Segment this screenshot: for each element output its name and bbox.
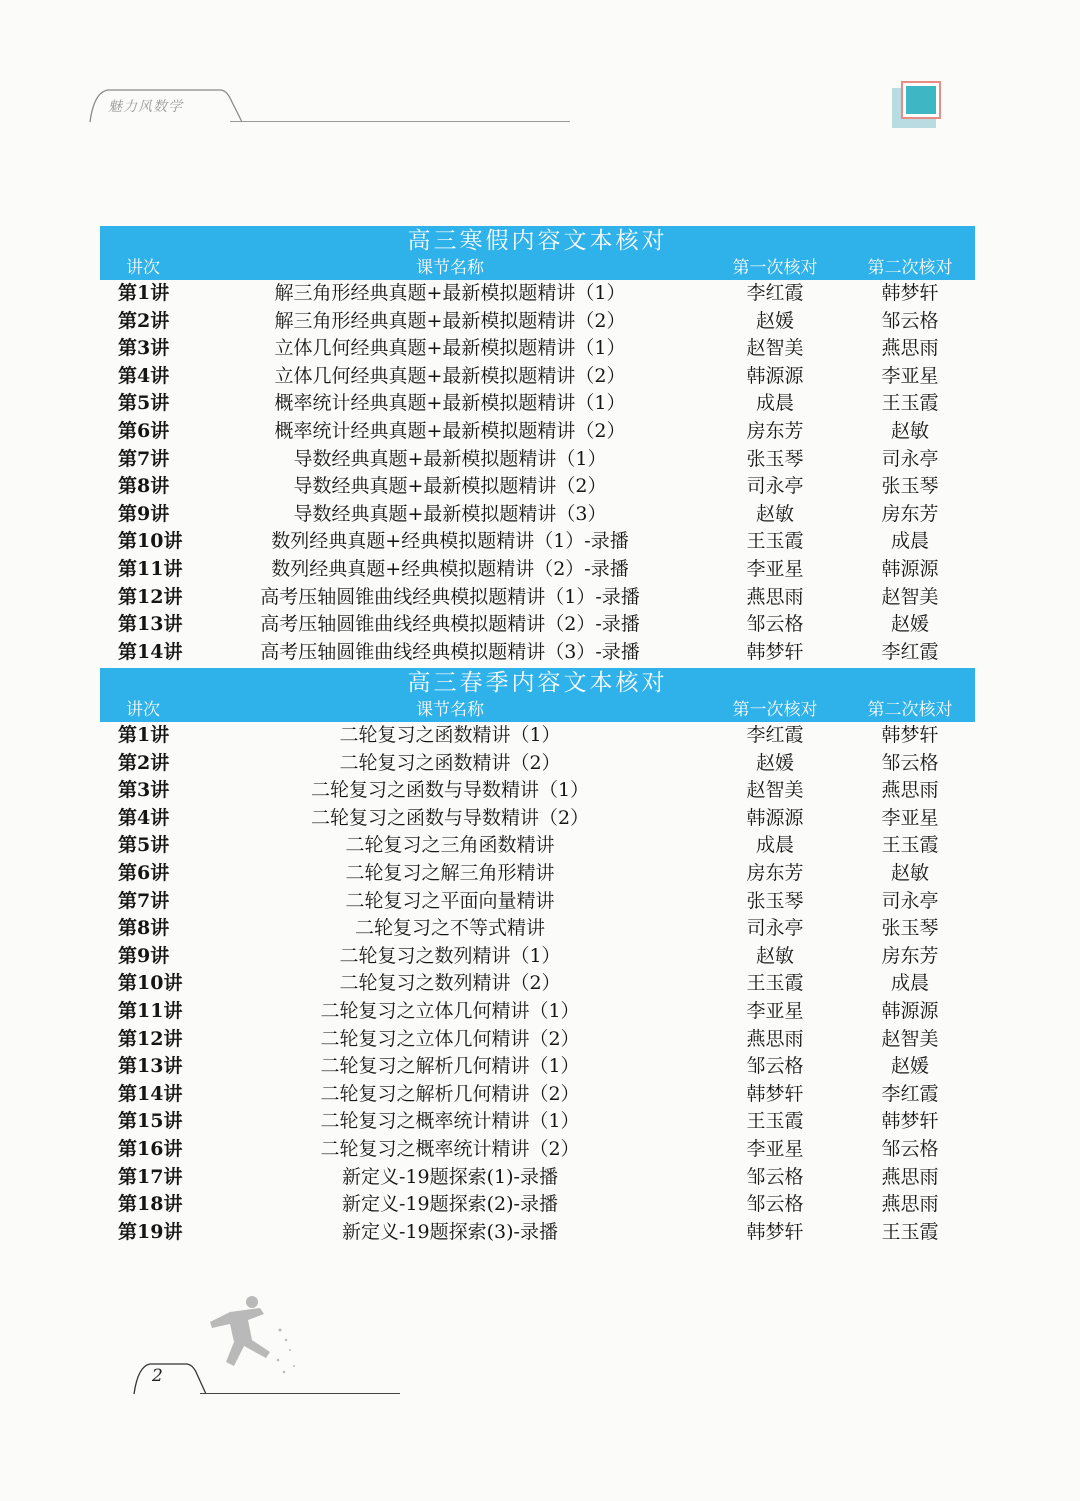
table-row [100, 750, 975, 778]
first-checker: 成晨 [755, 834, 794, 857]
first-checker: 王玉霞 [746, 530, 804, 553]
header-rule [230, 121, 570, 122]
second-checker: 赵敏 [890, 861, 929, 884]
lesson-name: 二轮复习之不等式精讲 [354, 917, 545, 940]
winter-section [100, 226, 975, 666]
section-title: 高三寒假内容文本核对 [407, 228, 668, 254]
second-checker: 李亚星 [881, 806, 939, 829]
first-checker: 李亚星 [746, 1137, 804, 1160]
second-checker: 张玉琴 [881, 917, 939, 940]
first-checker: 韩梦轩 [746, 640, 804, 663]
lesson-name: 二轮复习之解析几何精讲（1） [320, 1055, 580, 1078]
lesson-name: 二轮复习之平面向量精讲 [345, 889, 555, 912]
lecture-number: 第8讲 [118, 475, 170, 498]
lesson-name: 二轮复习之函数精讲（2） [339, 751, 561, 774]
lesson-name: 立体几何经典真题+最新模拟题精讲（2） [274, 364, 626, 387]
table-row [100, 280, 975, 308]
lesson-name: 解三角形经典真题+最新模拟题精讲（2） [274, 309, 626, 332]
column-header-row [100, 256, 975, 280]
lesson-name: 二轮复习之概率统计精讲（1） [320, 1110, 580, 1133]
second-checker: 燕思雨 [881, 779, 939, 802]
second-checker: 赵智美 [881, 1027, 939, 1050]
first-checker: 邹云格 [746, 1165, 804, 1188]
table-row [100, 528, 975, 556]
second-checker: 邹云格 [881, 751, 939, 774]
table-row [100, 832, 975, 860]
first-checker: 成晨 [755, 392, 794, 415]
second-checker: 燕思雨 [881, 1193, 939, 1216]
table-row [100, 363, 975, 391]
lesson-name: 导数经典真题+最新模拟题精讲（2） [293, 475, 607, 498]
lesson-name: 二轮复习之数列精讲（2） [339, 972, 561, 995]
first-checker: 张玉琴 [746, 447, 804, 470]
lecture-number: 第11讲 [118, 557, 183, 580]
lesson-name: 高考压轴圆锥曲线经典模拟题精讲（2）-录播 [260, 613, 640, 636]
first-checker: 赵敏 [755, 944, 794, 967]
lecture-number: 第6讲 [118, 861, 170, 884]
second-checker: 燕思雨 [881, 337, 939, 360]
first-checker: 房东芳 [746, 419, 804, 442]
lecture-number: 第9讲 [118, 502, 170, 525]
first-checker: 赵媛 [755, 309, 794, 332]
lesson-name: 导数经典真题+最新模拟题精讲（1） [293, 447, 607, 470]
lecture-number: 第10讲 [118, 530, 183, 553]
table-row [100, 888, 975, 916]
lesson-name: 概率统计经典真题+最新模拟题精讲（1） [274, 392, 626, 415]
col-first-check: 第一次核对 [732, 258, 818, 278]
lecture-number: 第2讲 [118, 751, 170, 774]
col-first-check: 第一次核对 [732, 700, 818, 720]
lecture-number: 第7讲 [118, 889, 170, 912]
table-row [100, 446, 975, 474]
lesson-name: 二轮复习之解析几何精讲（2） [320, 1082, 580, 1105]
lecture-number: 第19讲 [118, 1220, 183, 1243]
lesson-name: 立体几何经典真题+最新模拟题精讲（1） [274, 337, 626, 360]
lecture-number: 第3讲 [118, 779, 170, 802]
lesson-name: 二轮复习之函数与导数精讲（2） [310, 806, 590, 829]
lesson-name: 解三角形经典真题+最新模拟题精讲（1） [274, 282, 626, 304]
lecture-number: 第4讲 [118, 364, 170, 387]
lecture-number: 第2讲 [118, 309, 170, 332]
second-checker: 张玉琴 [881, 475, 939, 498]
lecture-number: 第5讲 [118, 834, 170, 857]
col-lecture: 讲次 [126, 700, 160, 720]
first-checker: 韩梦轩 [746, 1082, 804, 1105]
table-row [100, 970, 975, 998]
table-row [100, 943, 975, 971]
winter-rows [100, 280, 975, 666]
col-second-check: 第二次核对 [867, 258, 953, 278]
lecture-number: 第3讲 [118, 337, 170, 360]
section-header [100, 226, 975, 280]
first-checker: 赵智美 [746, 337, 804, 360]
lesson-name: 新定义-19题探索(2)-录播 [342, 1193, 558, 1216]
lecture-number: 第14讲 [118, 1082, 183, 1105]
lecture-number: 第11讲 [118, 999, 183, 1022]
table-row [100, 1026, 975, 1054]
table-row [100, 777, 975, 805]
second-checker: 王玉霞 [881, 1220, 939, 1243]
second-checker: 王玉霞 [881, 392, 939, 415]
second-checker: 李红霞 [881, 1082, 939, 1105]
second-checker: 房东芳 [881, 944, 939, 967]
table-row [100, 1219, 975, 1247]
second-checker: 韩源源 [881, 557, 939, 580]
second-checker: 司永亭 [881, 889, 939, 912]
column-header-row [100, 698, 975, 722]
first-checker: 张玉琴 [746, 889, 804, 912]
lecture-number: 第13讲 [118, 1055, 183, 1078]
lesson-name: 新定义-19题探索(3)-录播 [342, 1220, 558, 1243]
lesson-name: 高考压轴圆锥曲线经典模拟题精讲（1）-录播 [260, 585, 640, 608]
second-checker: 成晨 [890, 530, 929, 553]
second-checker: 韩梦轩 [881, 282, 939, 304]
first-checker: 李亚星 [746, 999, 804, 1022]
table-row [100, 390, 975, 418]
lecture-number: 第12讲 [118, 585, 183, 608]
table-row [100, 1108, 975, 1136]
first-checker: 李红霞 [746, 282, 804, 304]
lecture-number: 第9讲 [118, 944, 170, 967]
second-checker: 邹云格 [881, 1137, 939, 1160]
lesson-name: 二轮复习之函数精讲（1） [339, 724, 561, 746]
lesson-name: 新定义-19题探索(1)-录播 [342, 1165, 558, 1188]
first-checker: 邹云格 [746, 613, 804, 636]
lesson-name: 数列经典真题+经典模拟题精讲（2）-录播 [271, 557, 629, 580]
footer-rule [200, 1393, 400, 1394]
table-row [100, 611, 975, 639]
lecture-number: 第14讲 [118, 640, 183, 663]
first-checker: 司永亭 [746, 917, 804, 940]
second-checker: 李红霞 [881, 640, 939, 663]
first-checker: 韩源源 [746, 806, 804, 829]
second-checker: 韩源源 [881, 999, 939, 1022]
lecture-number: 第16讲 [118, 1137, 183, 1160]
header-brand: 魅力风数学 [108, 99, 183, 115]
lesson-name: 二轮复习之概率统计精讲（2） [320, 1137, 580, 1160]
second-checker: 赵敏 [890, 419, 929, 442]
first-checker: 赵智美 [746, 779, 804, 802]
table-row [100, 860, 975, 888]
table-row [100, 308, 975, 336]
lecture-number: 第4讲 [118, 806, 170, 829]
page-number: 2 [152, 1366, 163, 1386]
lecture-number: 第12讲 [118, 1027, 183, 1050]
lecture-number: 第7讲 [118, 447, 170, 470]
lesson-name: 二轮复习之三角函数精讲 [345, 834, 555, 857]
second-checker: 邹云格 [881, 309, 939, 332]
lesson-name: 高考压轴圆锥曲线经典模拟题精讲（3）-录播 [260, 640, 640, 663]
first-checker: 邹云格 [746, 1193, 804, 1216]
second-checker: 韩梦轩 [881, 724, 939, 746]
first-checker: 赵媛 [755, 751, 794, 774]
table-row [100, 473, 975, 501]
lecture-number: 第10讲 [118, 972, 183, 995]
first-checker: 司永亭 [746, 475, 804, 498]
section-title: 高三春季内容文本核对 [407, 670, 668, 696]
footer-tab [130, 1362, 210, 1396]
second-checker: 赵媛 [890, 613, 929, 636]
table-row [100, 998, 975, 1026]
first-checker: 韩梦轩 [746, 1220, 804, 1243]
second-checker: 司永亭 [881, 447, 939, 470]
lecture-number: 第1讲 [118, 724, 170, 746]
first-checker: 李红霞 [746, 724, 804, 746]
table-row [100, 556, 975, 584]
second-checker: 王玉霞 [881, 834, 939, 857]
lesson-name: 概率统计经典真题+最新模拟题精讲（2） [274, 419, 626, 442]
table-row [100, 418, 975, 446]
table-row [100, 639, 975, 667]
second-checker: 赵智美 [881, 585, 939, 608]
table-row [100, 1081, 975, 1109]
table-row [100, 501, 975, 529]
first-checker: 邹云格 [746, 1055, 804, 1078]
table-row [100, 1053, 975, 1081]
table-row [100, 722, 975, 750]
lecture-number: 第17讲 [118, 1165, 183, 1188]
first-checker: 房东芳 [746, 861, 804, 884]
first-checker: 王玉霞 [746, 972, 804, 995]
lesson-name: 数列经典真题+经典模拟题精讲（1）-录播 [271, 530, 629, 553]
first-checker: 李亚星 [746, 557, 804, 580]
lecture-number: 第18讲 [118, 1193, 183, 1216]
spring-rows [100, 722, 975, 1246]
col-name: 课节名称 [416, 258, 484, 278]
col-second-check: 第二次核对 [867, 700, 953, 720]
second-checker: 李亚星 [881, 364, 939, 387]
table-row [100, 1164, 975, 1192]
second-checker: 房东芳 [881, 502, 939, 525]
lesson-name: 二轮复习之立体几何精讲（1） [320, 999, 580, 1022]
lecture-number: 第6讲 [118, 419, 170, 442]
table-row [100, 584, 975, 612]
lecture-number: 第8讲 [118, 917, 170, 940]
spring-section [100, 668, 975, 1246]
table-row [100, 1191, 975, 1219]
second-checker: 韩梦轩 [881, 1110, 939, 1133]
lecture-number: 第1讲 [118, 282, 170, 304]
col-lecture: 讲次 [126, 258, 160, 278]
second-checker: 燕思雨 [881, 1165, 939, 1188]
lecture-number: 第13讲 [118, 613, 183, 636]
teal-square-icon [892, 80, 944, 128]
lecture-number: 第15讲 [118, 1110, 183, 1133]
first-checker: 燕思雨 [746, 585, 804, 608]
table-row [100, 1136, 975, 1164]
table-row [100, 335, 975, 363]
first-checker: 赵敏 [755, 502, 794, 525]
lesson-name: 二轮复习之解三角形精讲 [345, 861, 555, 884]
first-checker: 燕思雨 [746, 1027, 804, 1050]
section-header [100, 668, 975, 722]
col-name: 课节名称 [416, 700, 484, 720]
table-row [100, 805, 975, 833]
lesson-name: 导数经典真题+最新模拟题精讲（3） [293, 502, 607, 525]
first-checker: 韩源源 [746, 364, 804, 387]
lesson-name: 二轮复习之数列精讲（1） [339, 944, 561, 967]
second-checker: 赵媛 [890, 1055, 929, 1078]
table-row [100, 915, 975, 943]
lecture-number: 第5讲 [118, 392, 170, 415]
first-checker: 王玉霞 [746, 1110, 804, 1133]
lesson-name: 二轮复习之函数与导数精讲（1） [310, 779, 590, 802]
second-checker: 成晨 [890, 972, 929, 995]
lesson-name: 二轮复习之立体几何精讲（2） [320, 1027, 580, 1050]
